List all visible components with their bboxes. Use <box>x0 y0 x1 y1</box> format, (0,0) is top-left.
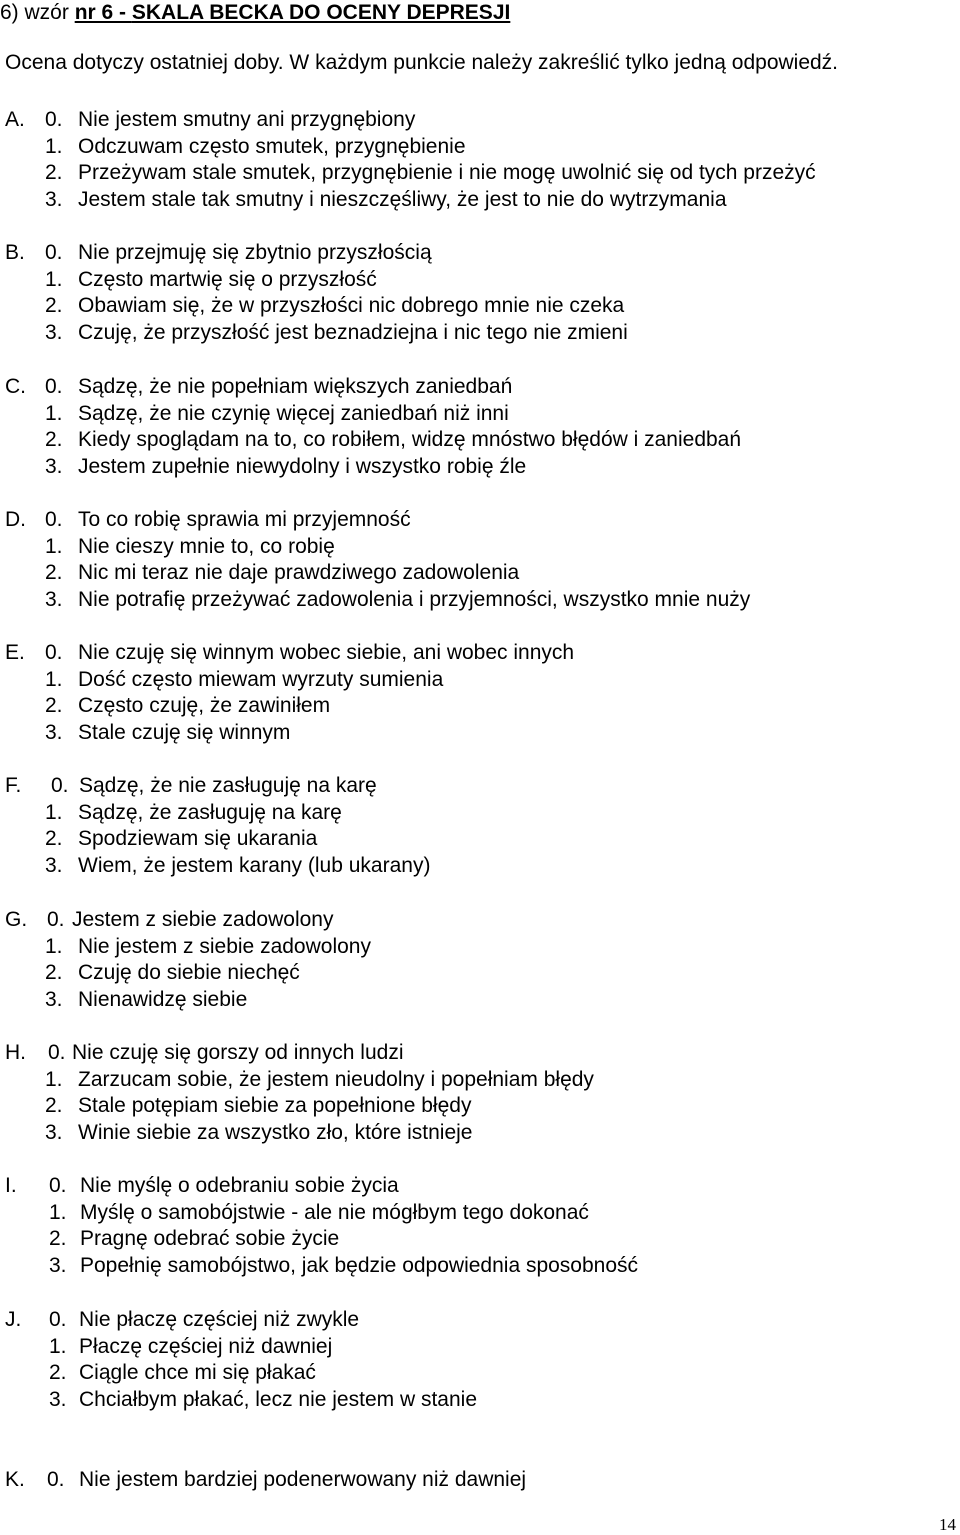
option-number: 0. <box>45 641 63 664</box>
option-text: Nie cieszy mnie to, co robię <box>78 534 335 558</box>
option-number: 3. <box>45 988 63 1012</box>
option-text: Płaczę częściej niż dawniej <box>79 1334 333 1358</box>
option-text: Nie przejmuję się zbytnio przyszłością <box>78 241 432 264</box>
answer-option[interactable] <box>0 907 960 933</box>
option-number: 1. <box>49 1200 67 1224</box>
answer-option[interactable] <box>0 693 960 719</box>
answer-option[interactable] <box>0 667 960 693</box>
option-number: 3. <box>49 1254 67 1278</box>
question-letter: E. <box>5 641 25 664</box>
option-number: 2. <box>45 428 63 452</box>
option-text: Czuję do siebie niechęć <box>78 961 300 985</box>
option-text: Często martwię się o przyszłość <box>78 267 377 291</box>
option-text: To co robię sprawia mi przyjemność <box>78 508 411 531</box>
option-number: 0. <box>45 375 63 398</box>
answer-option[interactable] <box>0 134 960 160</box>
answer-option[interactable] <box>0 1334 960 1360</box>
answer-option[interactable] <box>0 401 960 427</box>
option-number: 0. <box>49 1308 67 1331</box>
option-text: Sądzę, że nie popełniam większych zaniedbań <box>78 375 513 398</box>
option-number: 3. <box>49 1388 67 1412</box>
answer-option[interactable] <box>0 1387 960 1413</box>
option-number: 0. <box>45 108 63 131</box>
option-text: Popełnię samobójstwo, jak będzie odpowiednia sposobność <box>80 1254 639 1278</box>
option-number: 3. <box>45 455 63 479</box>
option-number: 0. <box>47 908 65 931</box>
option-text: Spodziewam się ukarania <box>78 827 318 851</box>
answer-option[interactable] <box>0 534 960 560</box>
answer-option[interactable] <box>0 507 960 533</box>
answer-option[interactable] <box>0 826 960 852</box>
option-number: 2. <box>45 294 63 318</box>
option-text: Nie myślę o odebraniu sobie życia <box>80 1174 399 1197</box>
option-text: Przeżywam stale smutek, przygnębienie i nie mogę uwolnić się od tych przeżyć <box>78 161 816 185</box>
question-letter: G. <box>5 908 28 931</box>
option-number: 1. <box>49 1334 67 1358</box>
page-number: 14 <box>939 1515 956 1534</box>
answer-option[interactable] <box>0 960 960 986</box>
option-number: 2. <box>45 694 63 718</box>
option-number: 2. <box>49 1227 67 1251</box>
answer-option[interactable] <box>0 454 960 480</box>
answer-option[interactable] <box>0 987 960 1013</box>
answer-option[interactable] <box>0 1040 960 1066</box>
option-number: 3. <box>45 854 63 878</box>
answer-option[interactable] <box>0 1253 960 1279</box>
option-text: Wiem, że jestem karany (lub ukarany) <box>78 854 431 878</box>
answer-option[interactable] <box>0 1120 960 1146</box>
option-number: 1. <box>45 934 63 958</box>
question-letter: C. <box>5 375 26 398</box>
option-number: 2. <box>45 827 63 851</box>
answer-option[interactable] <box>0 1067 960 1093</box>
answer-option[interactable] <box>0 1200 960 1226</box>
option-number: 2. <box>45 1094 63 1118</box>
option-text: Sądzę, że nie czynię więcej zaniedbań niż inni <box>78 401 509 425</box>
option-text: Nienawidzę siebie <box>78 988 248 1012</box>
option-text: Nie czuję się gorszy od innych ludzi <box>72 1041 404 1064</box>
option-text: Nie potrafię przeżywać zadowolenia i przyjemności, wszystko mnie nuży <box>78 588 751 612</box>
question-letter: F. <box>5 774 22 797</box>
option-text: Stale potępiam siebie za popełnione błędy <box>78 1094 472 1118</box>
option-text: Nie płaczę częściej niż zwykle <box>79 1308 360 1331</box>
option-number: 2. <box>45 161 63 185</box>
option-number: 1. <box>45 267 63 291</box>
answer-option[interactable] <box>0 240 960 266</box>
question-letter: H. <box>5 1041 26 1064</box>
option-text: Dość często miewam wyrzuty sumienia <box>78 667 444 691</box>
answer-option[interactable] <box>0 720 960 746</box>
option-number: 2. <box>45 561 63 585</box>
option-text: Winie siebie za wszystko zło, które istnieje <box>78 1121 473 1145</box>
option-number: 3. <box>45 588 63 612</box>
option-number: 1. <box>45 1067 63 1091</box>
answer-option[interactable] <box>0 587 960 613</box>
title-scale-name: SKALA BECKA DO OCENY DEPRESJI <box>131 1 511 24</box>
answer-option[interactable] <box>0 1360 960 1386</box>
answer-option[interactable] <box>0 1173 960 1199</box>
option-number: 3. <box>45 188 63 212</box>
option-text: Pragnę odebrać sobie życie <box>80 1227 340 1251</box>
option-text: Kiedy spoglądam na to, co robiłem, widzę mnóstwo błędów i zaniedbań <box>78 428 742 452</box>
option-number: 2. <box>49 1361 67 1385</box>
option-text: Czuję, że przyszłość jest beznadziejna i nic tego nie zmieni <box>78 321 628 345</box>
option-number: 0. <box>45 508 63 531</box>
answer-option[interactable] <box>0 1467 960 1493</box>
instruction-text: Ocena dotyczy ostatniej doby. W każdym punkcie należy zakreślić tylko jedną odpowiedź. <box>5 51 839 74</box>
answer-option[interactable] <box>0 427 960 453</box>
option-text: Nic mi teraz nie daje prawdziwego zadowolenia <box>78 561 520 585</box>
question-letter: J. <box>5 1308 22 1331</box>
option-number: 0. <box>45 241 63 264</box>
question-letter: A. <box>5 108 25 131</box>
title-prefix: 6) wzór <box>0 1 75 24</box>
answer-option[interactable] <box>0 267 960 293</box>
option-text: Często czuję, że zawiniłem <box>78 694 331 718</box>
answer-option[interactable] <box>0 320 960 346</box>
option-text: Jestem z siebie zadowolony <box>72 908 334 931</box>
option-text: Myślę o samobójstwie - ale nie mógłbym tego dokonać <box>80 1200 589 1224</box>
answer-option[interactable] <box>0 853 960 879</box>
option-number: 0. <box>48 1041 66 1064</box>
option-text: Nie jestem z siebie zadowolony <box>78 934 371 958</box>
option-text: Jestem stale tak smutny i nieszczęśliwy, że jest to nie do wytrzymania <box>78 188 727 212</box>
question-letter: I. <box>5 1174 17 1197</box>
option-number: 1. <box>45 134 63 158</box>
answer-option[interactable] <box>0 560 960 586</box>
option-number: 1. <box>45 401 63 425</box>
answer-option[interactable] <box>0 800 960 826</box>
answer-option[interactable] <box>0 1307 960 1333</box>
question-letter: K. <box>5 1468 25 1491</box>
option-text: Nie jestem bardziej podenerwowany niż dawniej <box>79 1468 527 1491</box>
option-text: Ciągle chce mi się płakać <box>79 1361 316 1385</box>
option-number: 2. <box>45 961 63 985</box>
option-number: 0. <box>47 1468 65 1491</box>
answer-option[interactable] <box>0 1226 960 1252</box>
answer-option[interactable] <box>0 107 960 133</box>
option-number: 3. <box>45 321 63 345</box>
option-number: 1. <box>45 534 63 558</box>
answer-option[interactable] <box>0 187 960 213</box>
option-text: Obawiam się, że w przyszłości nic dobrego mnie nie czeka <box>78 294 625 318</box>
option-number: 0. <box>49 1174 67 1197</box>
page-title <box>0 0 510 26</box>
question-letter: B. <box>5 241 25 264</box>
answer-option[interactable] <box>0 374 960 400</box>
option-number: 3. <box>45 1121 63 1145</box>
answer-option[interactable] <box>0 160 960 186</box>
option-number: 1. <box>45 667 63 691</box>
answer-option[interactable] <box>0 293 960 319</box>
option-text: Nie czuję się winnym wobec siebie, ani wobec innych <box>78 641 575 664</box>
title-number: nr 6 - <box>74 1 132 24</box>
option-text: Nie jestem smutny ani przygnębiony <box>78 108 416 131</box>
question-letter: D. <box>5 508 26 531</box>
option-number: 0. <box>51 774 69 797</box>
option-text: Chciałbym płakać, lecz nie jestem w stanie <box>79 1388 477 1412</box>
answer-option[interactable] <box>0 773 960 799</box>
answer-option[interactable] <box>0 1093 960 1119</box>
option-text: Stale czuję się winnym <box>78 721 291 745</box>
option-text: Odczuwam często smutek, przygnębienie <box>78 134 466 158</box>
option-number: 1. <box>45 800 63 824</box>
option-number: 3. <box>45 721 63 745</box>
option-text: Sądzę, że nie zasługuję na karę <box>79 774 377 797</box>
option-text: Zarzucam sobie, że jestem nieudolny i popełniam błędy <box>78 1067 594 1091</box>
answer-option[interactable] <box>0 640 960 666</box>
answer-option[interactable] <box>0 934 960 960</box>
option-text: Jestem zupełnie niewydolny i wszystko robię źle <box>78 455 527 479</box>
option-text: Sądzę, że zasługuję na karę <box>78 800 342 824</box>
